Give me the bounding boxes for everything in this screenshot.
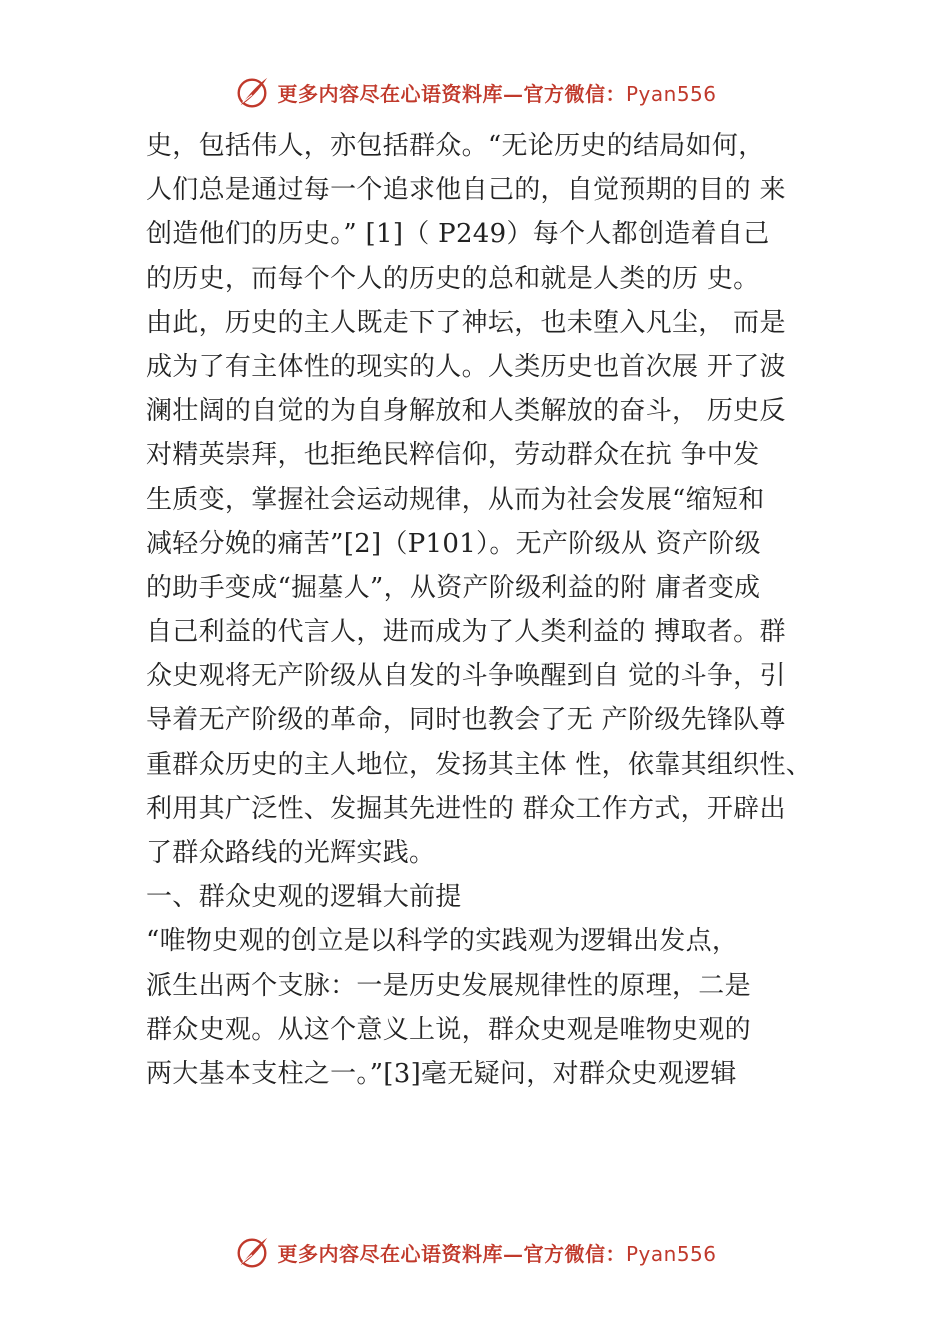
document-body <box>146 124 836 1096</box>
wechat-id: Pyan556 <box>625 81 717 106</box>
header-banner <box>0 72 950 112</box>
body-line: 利用其广泛性、发掘其先进性的 群众工作方式，开辟出 <box>146 793 786 824</box>
body-line: “唯物史观的创立是以科学的实践观为逻辑出发点， <box>146 926 739 957</box>
body-line: 导着无产阶级的革命，同时也教会了无 产阶级先锋队尊 <box>146 705 786 736</box>
body-line: 人们总是通过每一个追求他自己的，自觉预期的目的 来 <box>146 175 786 206</box>
footer-banner <box>0 1232 950 1272</box>
body-line: 群众史观。从这个意义上说，群众史观是唯物史观的 <box>146 1014 751 1045</box>
feather-pen-logo-icon <box>233 73 271 111</box>
body-line: 由此，历史的主人既走下了神坛，也未堕入凡尘， 而是 <box>146 307 786 338</box>
body-line: 重群众历史的主人地位，发扬其主体 性，依靠其组织性、 <box>146 749 813 780</box>
section-heading: 一、群众史观的逻辑大前提 <box>146 882 462 913</box>
body-line: 两大基本支柱之一。”[3]毫无疑问，对群众史观逻辑 <box>146 1058 737 1089</box>
body-line: 派生出两个支脉：一是历史发展规律性的原理，二是 <box>146 970 751 1001</box>
body-line: 了群众路线的光辉实践。 <box>146 838 436 868</box>
feather-pen-logo-icon <box>233 1233 271 1271</box>
wechat-id: Pyan556 <box>625 1241 717 1266</box>
body-line: 减轻分娩的痛苦”[2]（P101）。无产阶级从 资产阶级 <box>146 528 761 559</box>
banner-text: 更多内容尽在心语资料库—官方微信：Pyan556 <box>277 1241 717 1266</box>
body-line: 澜壮阔的自觉的为自身解放和人类解放的奋斗， 历史反 <box>146 396 786 427</box>
body-line: 成为了有主体性的现实的人。人类历史也首次展 开了波 <box>146 351 786 382</box>
body-line: 对精英崇拜，也拒绝民粹信仰，劳动群众在抗 争中发 <box>146 440 760 471</box>
body-line: 自己利益的代言人，进而成为了人类利益的 搏取者。群 <box>146 617 786 648</box>
body-line: 史，包括伟人，亦包括群众。“无论历史的结局如何， <box>146 131 765 161</box>
body-line: 的历史，而每个个人的历史的总和就是人类的历 史。 <box>146 263 760 294</box>
body-line: 创造他们的历史。” [1]（ P249）每个人都创造着自己 <box>146 219 770 250</box>
body-line: 生质变，掌握社会运动规律，从而为社会发展“缩短和 <box>146 484 765 515</box>
body-line: 众史观将无产阶级从自发的斗争唤醒到自 觉的斗争，引 <box>146 661 786 692</box>
body-line: 的助手变成“掘墓人”，从资产阶级利益的附 庸者变成 <box>146 572 761 603</box>
banner-text: 更多内容尽在心语资料库—官方微信：Pyan556 <box>277 81 717 106</box>
